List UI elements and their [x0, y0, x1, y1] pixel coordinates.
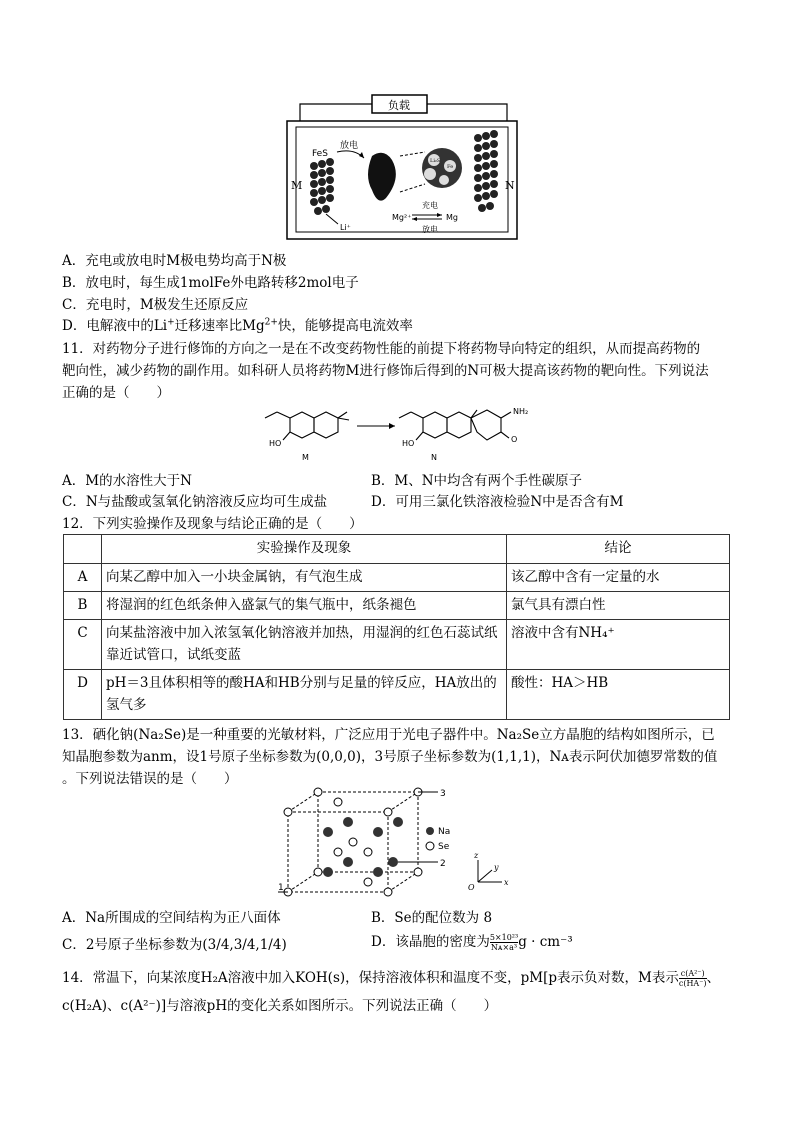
q11-option-a: A．M的水溶性大于N — [62, 473, 192, 489]
legend-se: Se — [438, 842, 450, 852]
svg-text:O: O — [468, 883, 475, 892]
na-atoms — [323, 817, 403, 877]
q10-option-c: C．充电时，M极发生还原反应 — [62, 297, 249, 313]
q11-option-d: D．可用三氯化铁溶液检验N中是否含有M — [371, 494, 624, 510]
legend-na: Na — [438, 827, 451, 837]
q14-stem-line1: 14．常温下，向某浓度H₂A溶液中加入KOH(s)，保持溶液体积和温度不变，pM[p表示负对数，M表示 $\frac{\text{c(A²⁻)}}{c(HA^-)}$ 、 — [62, 969, 721, 988]
q12-table — [63, 534, 730, 720]
q13-option-c: C．2号原子坐标参数为(3/4,3/4,1/4) — [62, 937, 287, 953]
point-3-label: 3 — [440, 789, 446, 799]
load-label: 负载 — [388, 99, 410, 112]
header-conclusion: 结论 — [507, 535, 730, 564]
fes-label: FeS — [312, 149, 328, 159]
table-row: D pH＝3且体积相等的酸HA和HB分别与足量的锌反应，HA放出的氢气多 酸性：HA＞HB — [64, 670, 730, 720]
crystal-cell-diagram — [278, 786, 518, 902]
svg-text:NH₂: NH₂ — [513, 407, 529, 416]
q10-option-b: B．放电时，每生成1molFe外电路转移2mol电子 — [62, 275, 359, 291]
mg-ion-label: Mg²⁺ — [392, 213, 412, 222]
m-label: M — [302, 453, 309, 462]
charge-label: 充电 — [422, 201, 438, 210]
q11-option-b: B．M、N中均含有两个手性碳原子 — [371, 473, 583, 489]
q11-option-c: C．N与盐酸或氢氧化钠溶液反应均可生成盐 — [62, 494, 328, 510]
discharge-arrow-label: 放电 — [340, 141, 359, 151]
se-atoms — [284, 788, 422, 896]
q10-option-d: D．电解液中的Li+迁移速率比$Mg^{2+}$快，能够提高电流效率 — [62, 317, 413, 334]
svg-text:x: x — [504, 878, 509, 887]
table-row: A 向某乙醇中加入一小块金属钠，有气泡生成 该乙醇中含有一定量的水 — [64, 564, 730, 592]
q13-option-d: D．该晶胞的密度为 $\frac{\text{5×10²³}}{\text{Nᴀ×a³}}$ g · cm⁻³ — [371, 933, 573, 952]
q12-stem: 12．下列实验操作及现象与结论正确的是（ ） — [62, 516, 363, 532]
discharge-label: 放电 — [422, 225, 438, 234]
electrode-m-label: M — [291, 179, 303, 192]
ratio-fraction: $\frac{\text{c(A²⁻)}}{c(HA^-)}$ — [678, 969, 707, 988]
svg-text:HO: HO — [402, 439, 415, 448]
point-2-label: 2 — [440, 859, 446, 869]
electrode-n-label: N — [505, 179, 515, 192]
svg-text:Li₂S: Li₂S — [430, 158, 441, 164]
mg-label: Mg — [446, 213, 458, 222]
svg-text:z: z — [474, 851, 479, 860]
q13-stem-line2: 知晶胞参数为anm，设1号原子坐标参数为(0,0,0)，3号原子坐标参数为(1,1,1)，Nᴀ表示阿伏加德罗常数的值 — [62, 749, 718, 765]
q11-stem-line3: 正确的是（ ） — [62, 385, 170, 401]
table-header-row — [64, 535, 730, 564]
svg-text:HO: HO — [269, 439, 282, 448]
table-row: B 将湿润的红色纸条伸入盛氯气的集气瓶中，纸条褪色 氯气具有漂白性 — [64, 592, 730, 620]
q11-structures — [255, 400, 535, 464]
q13-option-b: B．Se的配位数为 8 — [371, 910, 493, 926]
density-fraction: $\frac{\text{5×10²³}}{\text{Nᴀ×a³}}$ — [489, 933, 519, 952]
svg-text:Fe: Fe — [447, 164, 454, 170]
q13-stem-line1: 13．硒化钠(Na₂Se)是一种重要的光敏材料，广泛应用于光电子器件中。Na₂Se立方晶胞的结构如图所示，已 — [62, 727, 715, 743]
point-1-label: 1 — [278, 883, 284, 893]
q13-option-a: A．Na所围成的空间结构为正八面体 — [62, 910, 281, 926]
q14-stem-line2: c(H₂A)、c(A²⁻)]与溶液pH的变化关系如图所示。下列说法正确（ ） — [62, 998, 498, 1014]
svg-text:O: O — [511, 435, 518, 444]
n-label: N — [431, 453, 437, 462]
header-operation: 实验操作及现象 — [102, 535, 507, 564]
q11-stem-line2: 靶向性，减少药物的副作用。如科研人员将药物M进行修饰后得到的N可极大提高该药物的靶向性。下列说法 — [62, 363, 709, 379]
table-row: C 向某盐溶液中加入浓氢氧化钠溶液并加热，用湿润的红色石蕊试纸靠近试管口，试纸变蓝 溶液中含有NH₄⁺ — [64, 620, 730, 670]
svg-text:y: y — [494, 863, 499, 872]
q11-stem-line1: 11．对药物分子进行修饰的方向之一是在不改变药物性能的前提下将药物导向特定的组织，从而提高药物的 — [62, 341, 701, 357]
battery-diagram — [282, 90, 522, 242]
q13-stem-line3: 。下列说法错误的是（ ） — [62, 771, 238, 787]
li-ion-label: Li⁺ — [340, 223, 351, 232]
q10-option-a: A．充电或放电时M极电势均高于N极 — [62, 253, 287, 269]
